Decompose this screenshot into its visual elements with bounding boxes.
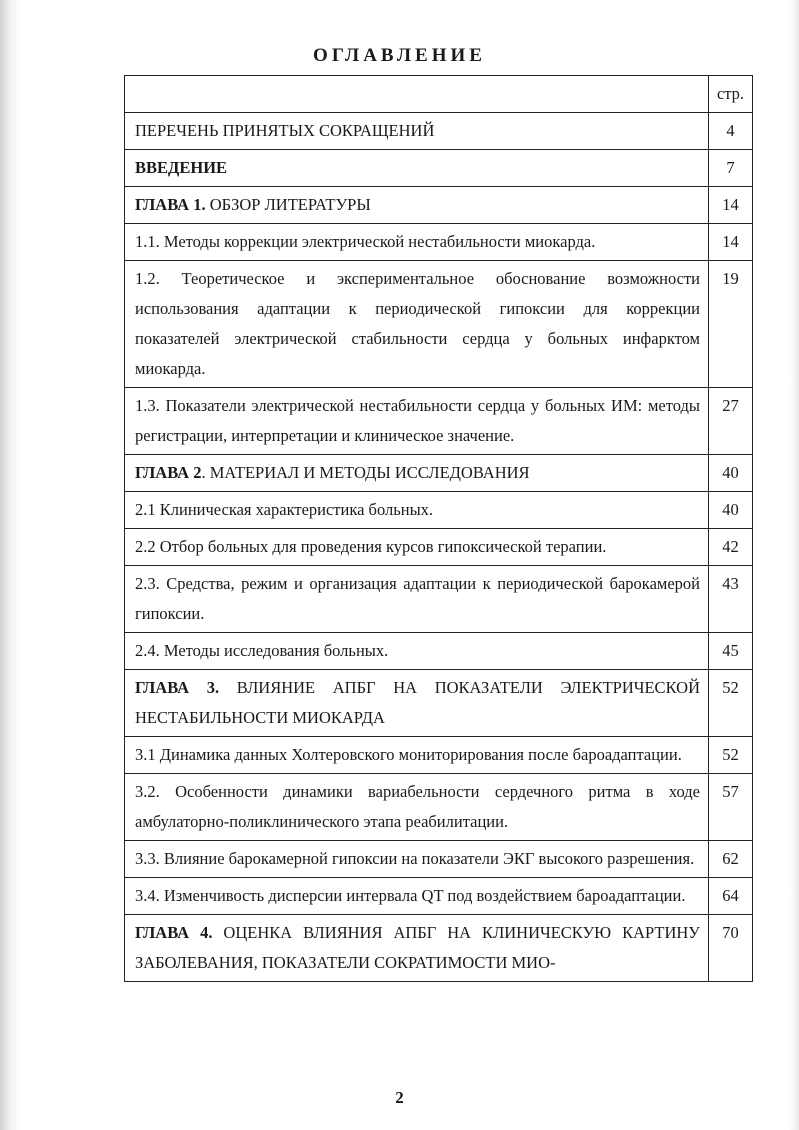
toc-entry-lead: ВВЕДЕНИЕ <box>135 158 228 177</box>
toc-entry <box>125 774 709 841</box>
toc-entry-text: 3.3. Влияние барокамерной гипоксии на показатели ЭКГ высокого разрешения. <box>135 849 695 868</box>
toc-row <box>125 113 753 150</box>
toc-entry <box>125 113 709 150</box>
toc-row <box>125 187 753 224</box>
toc-row <box>125 841 753 878</box>
toc-entry <box>125 529 709 566</box>
toc-row <box>125 388 753 455</box>
toc-entry-text: ПЕРЕЧЕНЬ ПРИНЯТЫХ СОКРАЩЕНИЙ <box>135 121 435 140</box>
toc-entry-text: 3.4. Изменчивость дисперсии интервала QT под воздействием бароадаптации. <box>135 886 686 905</box>
toc-entry-text: 3.2. Особенности динамики вариабельности сердечного ритма в ходе амбулаторно-поликлинического этапа реабилитации. <box>135 782 700 831</box>
toc-entry <box>125 150 709 187</box>
toc-entry-text: 1.1. Методы коррекции электрической нестабильности миокарда. <box>135 232 596 251</box>
toc-table <box>124 75 753 982</box>
toc-header-page: стр. <box>709 76 753 113</box>
toc-entry-text: . МАТЕРИАЛ И МЕТОДЫ ИССЛЕДОВАНИЯ <box>201 463 530 482</box>
toc-page-number: 43 <box>709 566 753 633</box>
toc-entry-text: 3.1 Динамика данных Холтеровского мониторирования после бароадаптации. <box>135 745 682 764</box>
toc-entry-text: 2.3. Средства, режим и организация адаптации к периодической барокамерой гипоксии. <box>135 574 700 623</box>
toc-entry-text: 2.1 Клиническая характеристика больных. <box>135 500 434 519</box>
toc-row <box>125 737 753 774</box>
toc-title: ОГЛАВЛЕНИЕ <box>313 45 486 66</box>
toc-entry <box>125 633 709 670</box>
toc-page-number: 14 <box>709 187 753 224</box>
toc-entry <box>125 566 709 633</box>
toc-header-desc <box>125 76 709 113</box>
toc-entry-lead: ГЛАВА 1. <box>135 195 206 214</box>
toc-page-number: 62 <box>709 841 753 878</box>
toc-entry <box>125 915 709 982</box>
toc-entry-lead: ГЛАВА 4. <box>135 923 213 942</box>
toc-page-number: 42 <box>709 529 753 566</box>
page-number: 2 <box>395 1088 404 1107</box>
toc-row <box>125 261 753 388</box>
toc-entry <box>125 261 709 388</box>
toc-entry-text: 1.2. Теоретическое и экспериментальное обоснование возможности использования адаптации к периодической гипоксии для коррекции показателей электрической стабильности сердца у больных инфарктом миокарда. <box>135 269 700 378</box>
toc-row <box>125 492 753 529</box>
toc-entry <box>125 455 709 492</box>
toc-entry <box>125 388 709 455</box>
toc-page-number: 52 <box>709 737 753 774</box>
toc-page-number: 14 <box>709 224 753 261</box>
toc-page-number: 64 <box>709 878 753 915</box>
toc-page-number: 4 <box>709 113 753 150</box>
toc-entry-lead: ГЛАВА 2 <box>135 463 202 482</box>
toc-page-number: 45 <box>709 633 753 670</box>
toc-row <box>125 566 753 633</box>
toc-row <box>125 224 753 261</box>
toc-row <box>125 774 753 841</box>
toc-entry <box>125 670 709 737</box>
toc-entry-text: 2.2 Отбор больных для проведения курсов гипоксической терапии. <box>135 537 607 556</box>
toc-page-number: 57 <box>709 774 753 841</box>
toc-row <box>125 455 753 492</box>
toc-row <box>125 633 753 670</box>
toc-entry-text: ВЛИЯНИЕ АПБГ НА ПОКАЗАТЕЛИ ЭЛЕКТРИЧЕСКОЙ НЕСТАБИЛЬНОСТИ МИОКАРДА <box>135 678 700 727</box>
toc-page-number: 40 <box>709 455 753 492</box>
toc-row <box>125 915 753 982</box>
toc-entry-lead: ГЛАВА 3. <box>135 678 220 697</box>
toc-entry-text: 2.4. Методы исследования больных. <box>135 641 389 660</box>
toc-entry <box>125 737 709 774</box>
toc-page-number: 52 <box>709 670 753 737</box>
toc-page-number: 7 <box>709 150 753 187</box>
toc-entry <box>125 492 709 529</box>
toc-page-number: 70 <box>709 915 753 982</box>
toc-row <box>125 529 753 566</box>
toc-entry-text: ОЦЕНКА ВЛИЯНИЯ АПБГ НА КЛИНИЧЕСКУЮ КАРТИНУ ЗАБОЛЕВАНИЯ, ПОКАЗАТЕЛИ СОКРАТИМОСТИ МИО- <box>135 923 700 972</box>
toc-page-number: 19 <box>709 261 753 388</box>
toc-row <box>125 150 753 187</box>
toc-entry-text: 1.3. Показатели электрической нестабильности сердца у больных ИМ: методы регистрации, интерпретации и клиническое значение. <box>135 396 700 445</box>
toc-page-number: 27 <box>709 388 753 455</box>
toc-row <box>125 670 753 737</box>
toc-header-row <box>125 76 753 113</box>
toc-page-number: 40 <box>709 492 753 529</box>
toc-row <box>125 878 753 915</box>
toc-entry-text: ОБЗОР ЛИТЕРАТУРЫ <box>205 195 371 214</box>
toc-entry <box>125 878 709 915</box>
toc-entry <box>125 187 709 224</box>
toc-entry <box>125 224 709 261</box>
toc-entry <box>125 841 709 878</box>
